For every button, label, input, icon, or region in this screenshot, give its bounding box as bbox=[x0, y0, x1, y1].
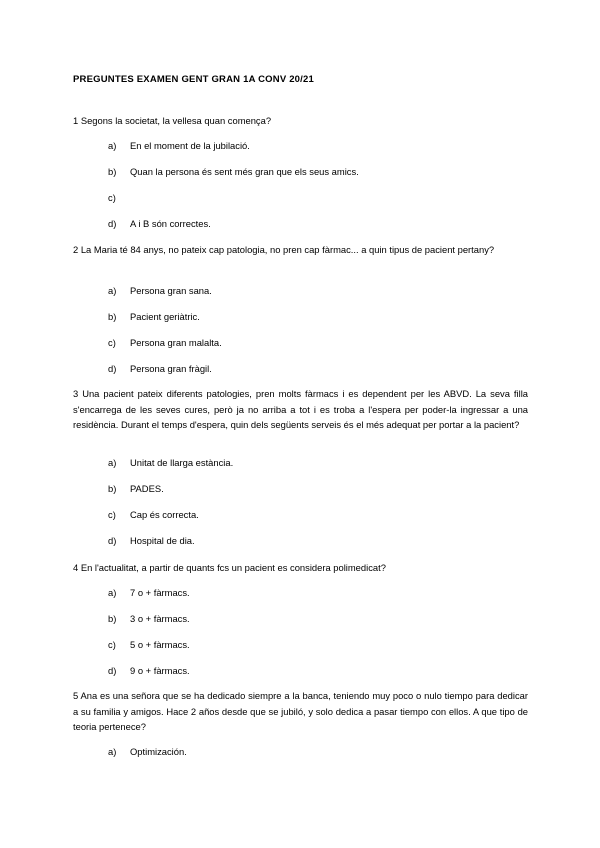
question-4-option-c: c) 5 o + fàrmacs. bbox=[108, 639, 190, 650]
question-2: 2 La Maria té 84 anys, no pateix cap patologia, no pren cap fàrmac... a quin tipus de pacient pertany? bbox=[73, 244, 495, 255]
question-1-option-c: c) bbox=[108, 192, 116, 203]
question-1-option-a: a) En el moment de la jubilació. bbox=[108, 140, 250, 151]
question-4-option-b: b) 3 o + fàrmacs. bbox=[108, 613, 190, 624]
document-title: PREGUNTES EXAMEN GENT GRAN 1A CONV 20/21 bbox=[73, 74, 314, 85]
question-2-option-d: d) Persona gran fràgil. bbox=[108, 363, 212, 374]
question-5: 5 Ana es una señora que se ha dedicado siempre a la banca, teniendo muy poco o nulo tiempo para dedicar a su familia y amigos. Hace 2 años desde que se jubiló, y solo dedica a pasar tiempo con ellos. A que tipo de teoria pertenece? bbox=[73, 690, 528, 732]
question-4: 4 En l'actualitat, a partir de quants fcs un pacient es considera polimedicat? bbox=[73, 562, 386, 573]
question-3-option-b: b) PADES. bbox=[108, 483, 164, 494]
question-4-option-d: d) 9 o + fàrmacs. bbox=[108, 665, 190, 676]
question-4-option-a: a) 7 o + fàrmacs. bbox=[108, 587, 190, 598]
question-1-option-d: d) A i B són correctes. bbox=[108, 218, 211, 229]
question-2-option-a: a) Persona gran sana. bbox=[108, 285, 212, 296]
question-3: 3 Una pacient pateix diferents patologies, pren molts fàrmacs i es dependent per les ABVD. La seva filla s'encarrega de les seves cures, però ja no arriba a tot i es troba a l'espera per poder-la ingressar a una residència. Durant el temps d'espera, quin dels següents serveis és el més adequat per portar a la pacient? bbox=[73, 388, 528, 430]
question-2-option-c: c) Persona gran malalta. bbox=[108, 337, 222, 348]
question-2-option-b: b) Pacient geriàtric. bbox=[108, 311, 200, 322]
question-5-option-a: a) Optimización. bbox=[108, 746, 187, 757]
question-3-option-a: a) Unitat de llarga estància. bbox=[108, 457, 234, 468]
question-3-option-d: d) Hospital de dia. bbox=[108, 535, 195, 546]
question-1: 1 Segons la societat, la vellesa quan comença? bbox=[73, 115, 272, 126]
question-3-option-c: c) Cap és correcta. bbox=[108, 509, 199, 520]
question-1-option-b: b) Quan la persona és sent més gran que els seus amics. bbox=[108, 166, 359, 177]
